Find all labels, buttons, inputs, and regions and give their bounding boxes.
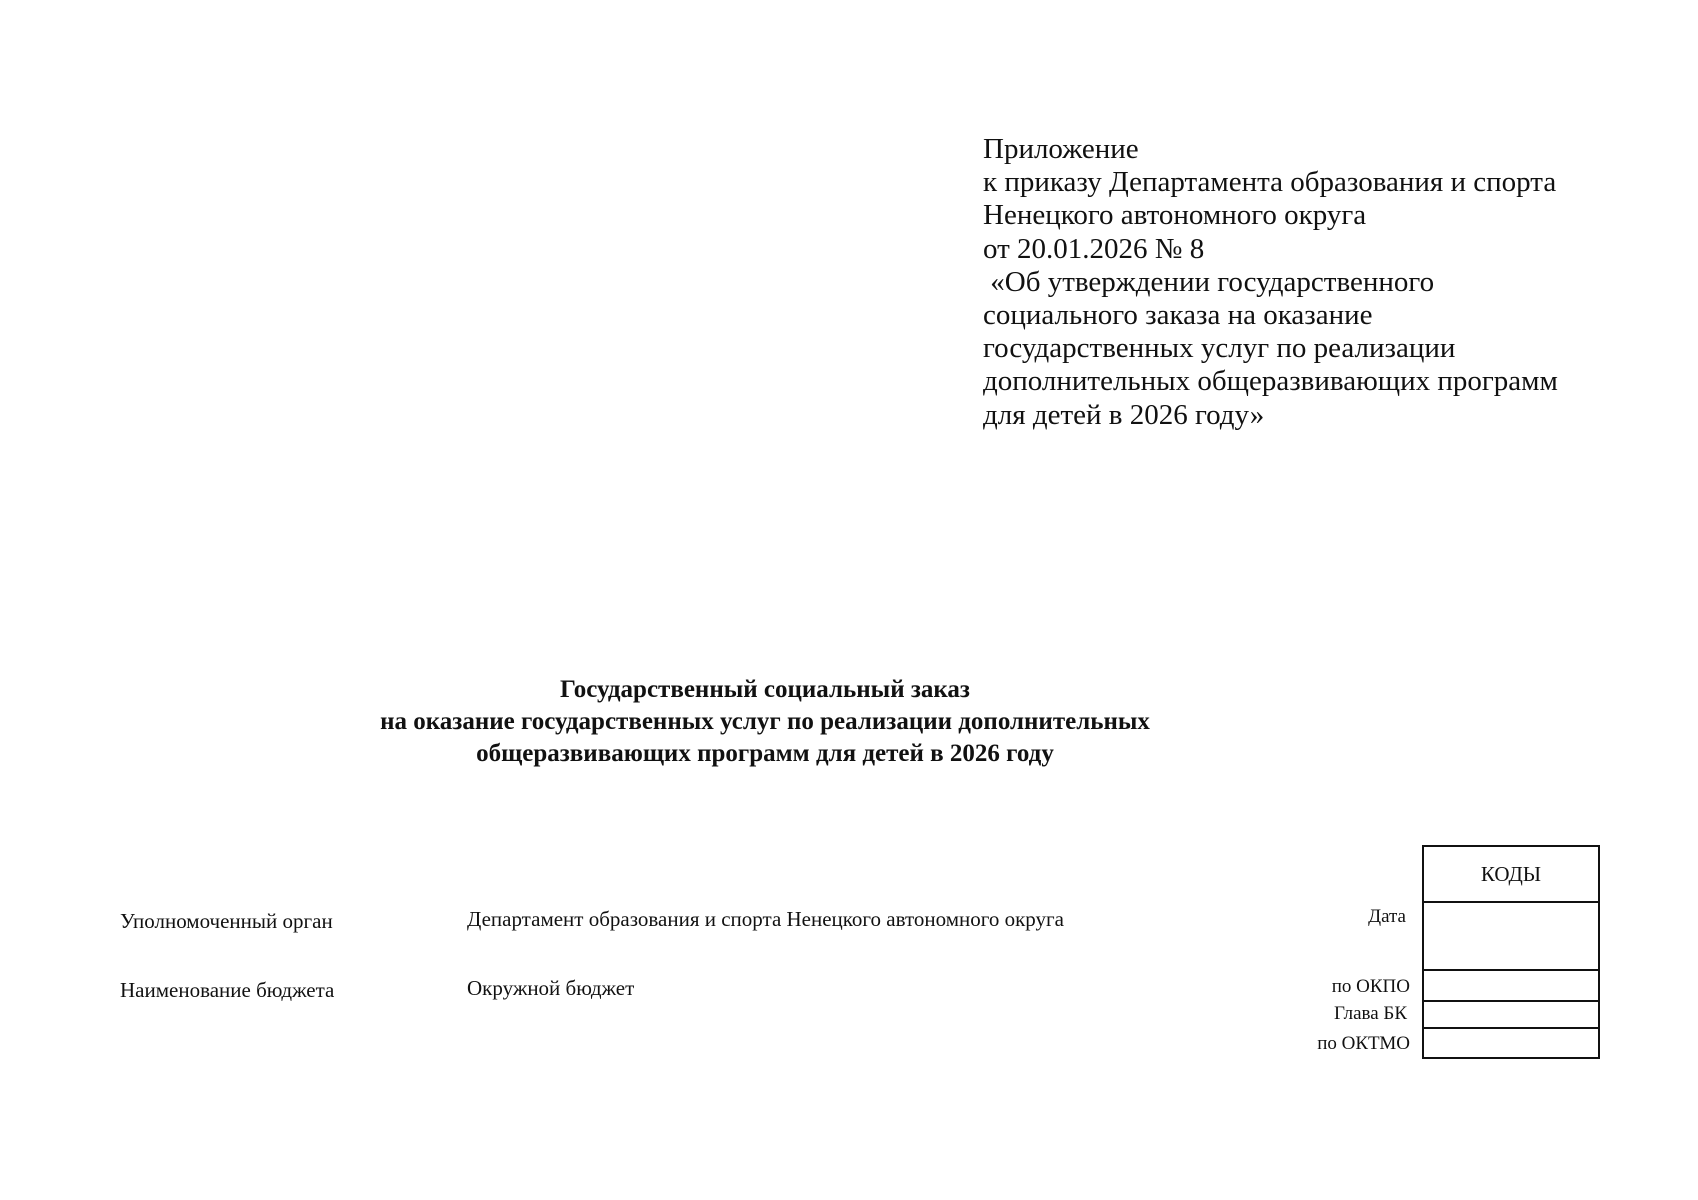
- codes-header: КОДЫ: [1480, 861, 1542, 886]
- budget-label: Наименование бюджета: [120, 978, 335, 1002]
- okpo-label: по ОКПО: [1331, 976, 1410, 997]
- document-title: [0, 674, 1614, 770]
- codes-table: [1422, 845, 1600, 1059]
- appendix-line: государственных услуг по реализации: [983, 332, 1456, 365]
- bk-label: Глава БК: [1334, 1003, 1407, 1024]
- budget-value: Окружной бюджет: [467, 976, 635, 1000]
- appendix-line: для детей в 2026 году»: [983, 398, 1265, 431]
- oktmo-label: по ОКТМО: [1317, 1033, 1410, 1054]
- authority-label: Уполномоченный орган: [120, 909, 333, 933]
- appendix-line: социального заказа на оказание: [983, 299, 1373, 332]
- title-line: Государственный социальный заказ: [560, 676, 970, 703]
- bk-code-cell: [1424, 1000, 1598, 1027]
- oktmo-code-cell: [1424, 1027, 1598, 1057]
- date-label: Дата: [1368, 906, 1406, 927]
- date-code-cell: [1424, 901, 1598, 969]
- title-line: общеразвивающих программ для детей в 2026 году: [476, 740, 1054, 767]
- appendix-line: от 20.01.2026 № 8: [983, 232, 1205, 265]
- appendix-line: дополнительных общеразвивающих программ: [983, 365, 1558, 398]
- appendix-block: [983, 133, 1663, 432]
- authority-value: Департамент образования и спорта Ненецкого автономного округа: [467, 907, 1064, 931]
- appendix-line: «Об утверждении государственного: [983, 265, 1435, 298]
- appendix-line: Ненецкого автономного округа: [983, 199, 1367, 232]
- appendix-line: Приложение: [983, 133, 1139, 165]
- title-line: на оказание государственных услуг по реализации дополнительных: [380, 708, 1150, 735]
- appendix-line: к приказу Департамента образования и спорта: [983, 166, 1557, 199]
- okpo-code-cell: [1424, 969, 1598, 1000]
